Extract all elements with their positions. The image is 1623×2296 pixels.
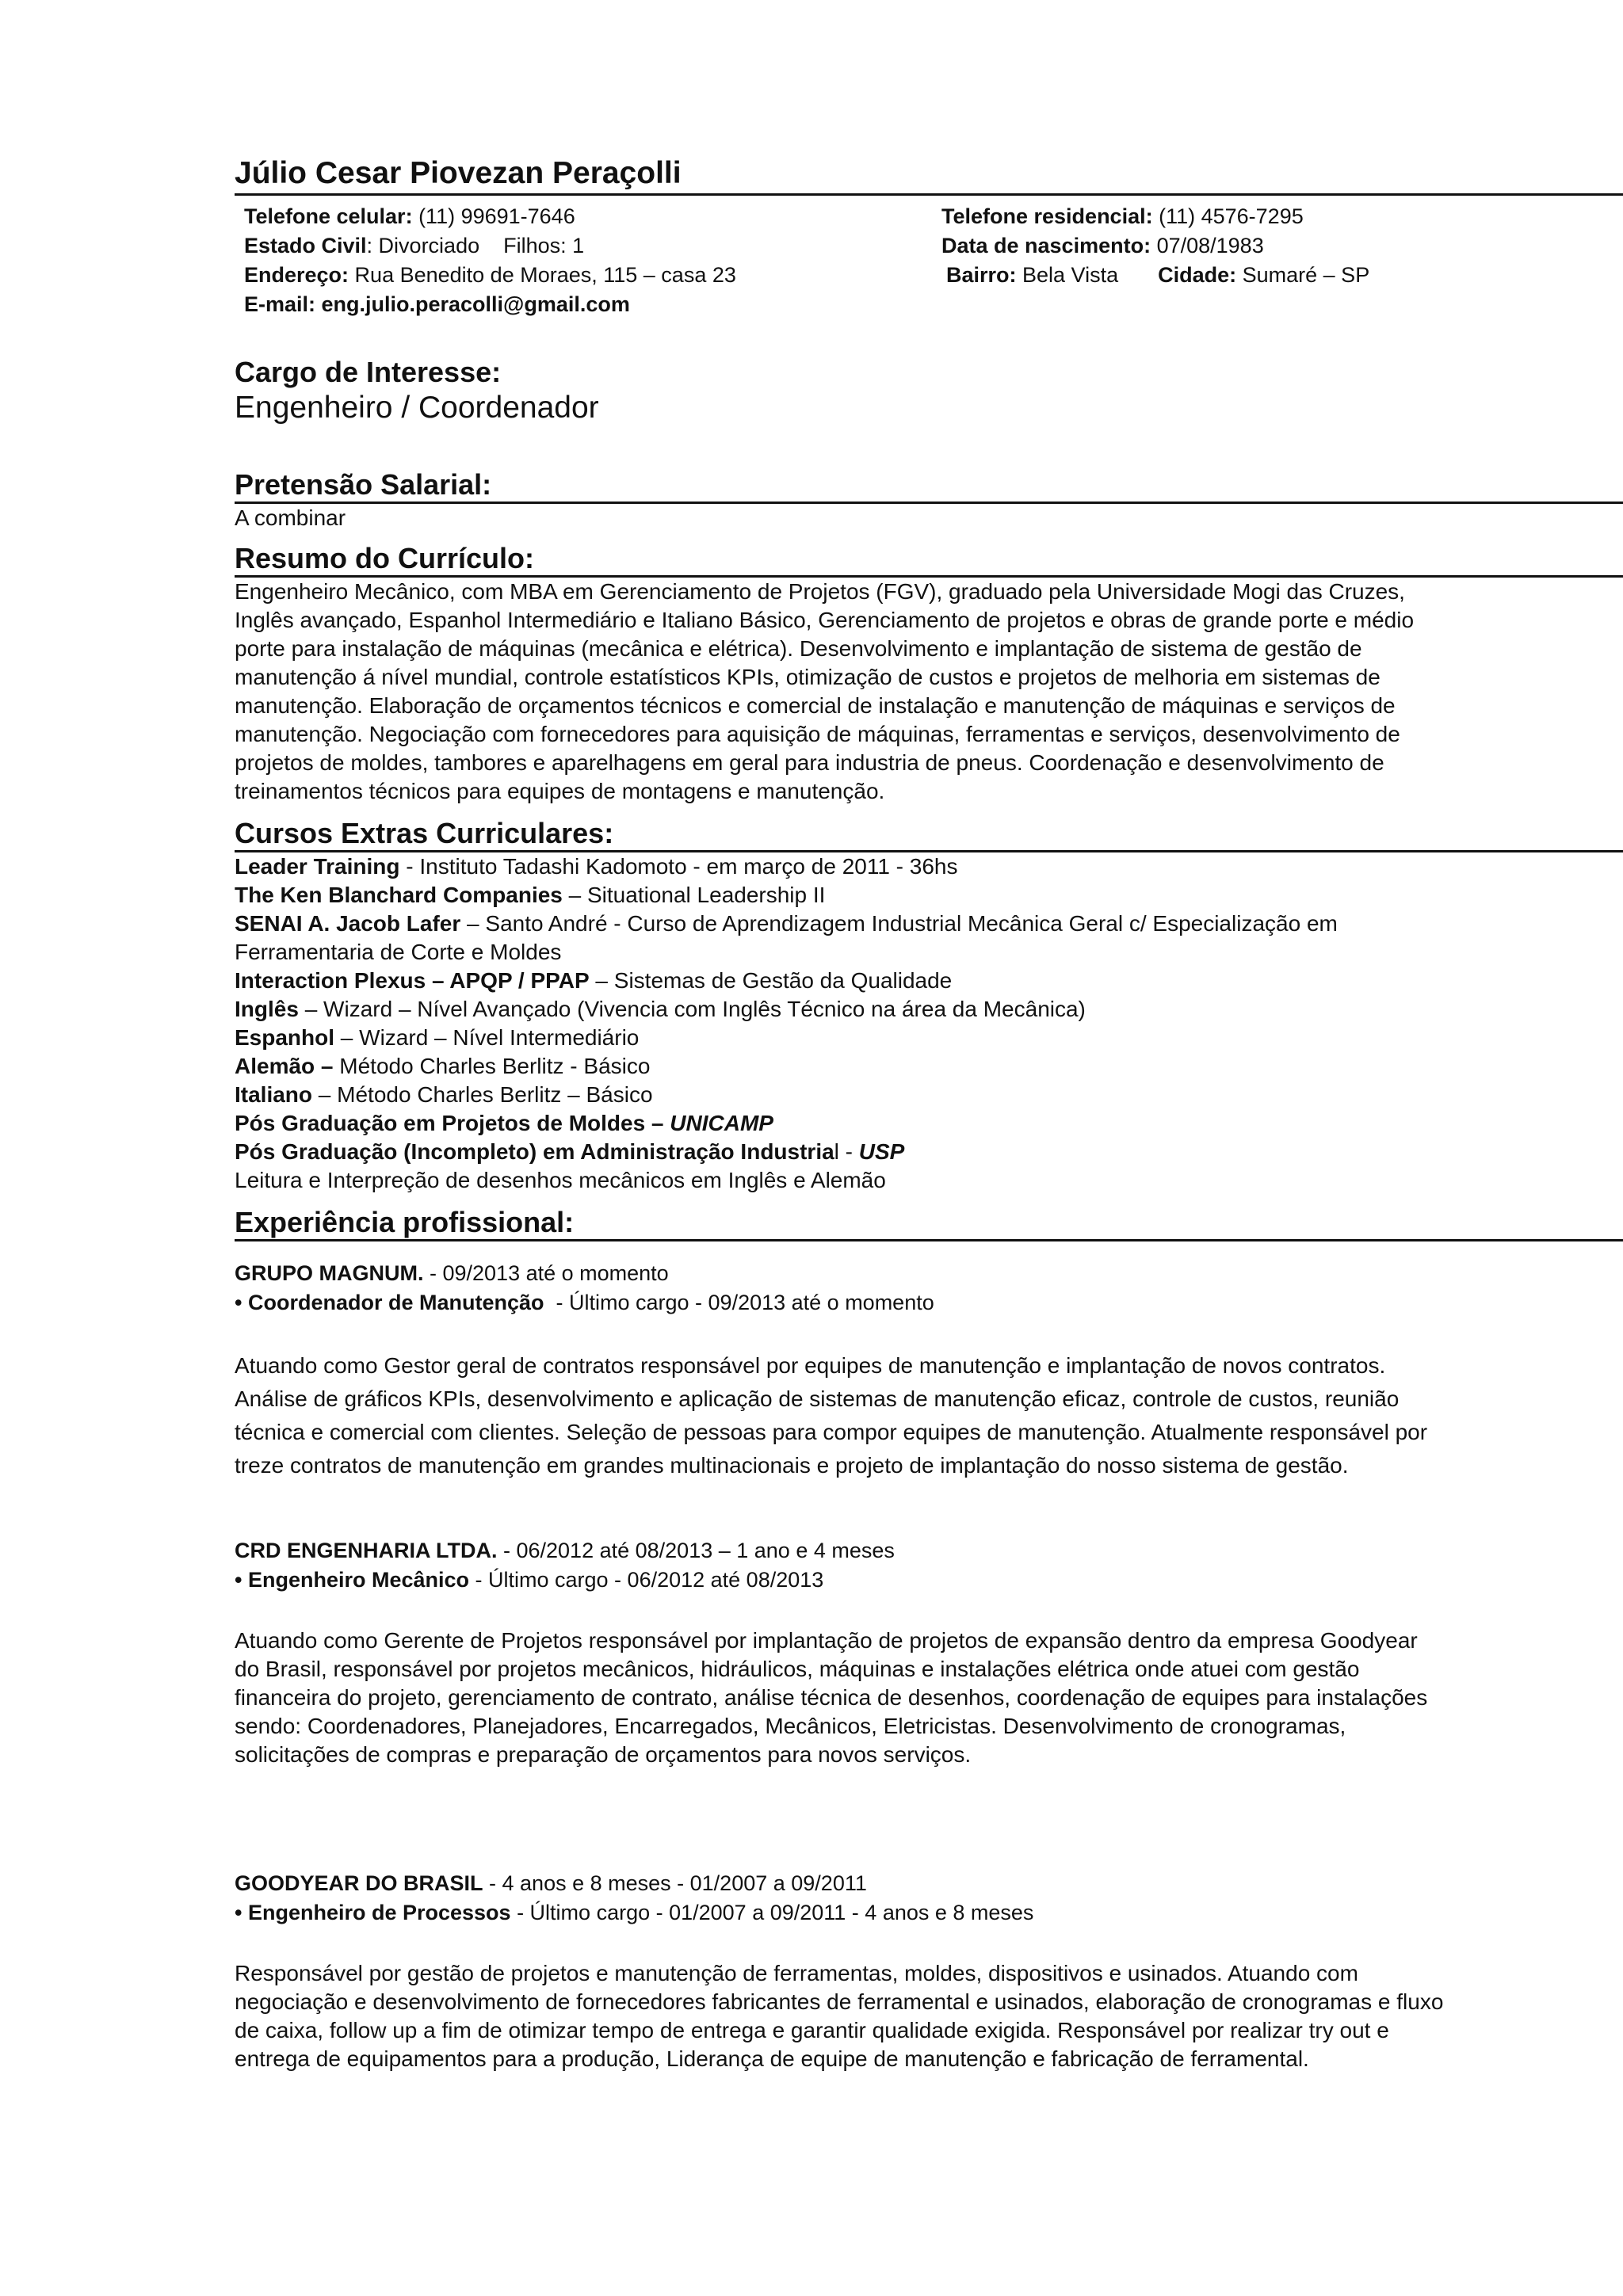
email: E-mail: eng.julio.peracolli@gmail.com: [244, 292, 630, 316]
summary-line: manutenção. Elaboração de orçamentos técnicos e comercial de instalação e manutenção de máquinas e serviços de: [235, 693, 1396, 718]
job-description: Atuando como Gestor geral de contratos responsável por equipes de manutenção e implantação de novos contratos. Análise de gráficos KPIs, desenvolvimento e aplicação de sistemas de manutenção eficaz, controle de custos, reunião técnica e comercial com clientes. Seleção de pessoas para compor equipes de manutenção. Atualmente responsável por treze contratos de manutenção em grandes multinacionais e projeto de implantação do nosso sistema de gestão.: [235, 1353, 1428, 1478]
birth-date-label: Data de nascimento:: [941, 234, 1151, 257]
summary-line: manutenção á nível mundial, controle estatísticos KPIs, otimização de custos e projetos de melhoria em sistemas de: [235, 665, 1381, 689]
civil-status-value: : Divorciado Filhos: 1: [366, 234, 585, 257]
job-description: Atuando como Gerente de Projetos responsável por implantação de projetos de expansão dentro da empresa Goodyear do Brasil, responsável por projetos mecânicos, hidráulicos, máquinas e instalações elétrica onde atuei com gestão financeira do projeto, gerenciamento de contrato, análise técnica de desenhos, coordenação de equipes para instalações sendo: Coordenadores, Planejadores, Encarregados, Mecânicos, Eletricistas. Desenvolvimento de cronogramas, solicitações de compras e preparação de orçamentos para novos serviços.: [235, 1628, 1428, 1767]
summary-line: treinamentos técnicos para equipes de montagens e manutenção.: [235, 779, 885, 803]
job-role: • Engenheiro Mecânico: [235, 1568, 470, 1592]
address-value: Rua Benedito de Moraes, 115 – casa 23: [349, 263, 736, 287]
course-item: Leitura e Interpreção de desenhos mecânicos em Inglês e Alemão: [235, 1168, 886, 1192]
job-company: GOODYEAR DO BRASIL: [235, 1871, 483, 1895]
job-role-period: - Último cargo - 01/2007 a 09/2011 - 4 anos e 8 meses: [510, 1901, 1034, 1924]
summary-line: Inglês avançado, Espanhol Intermediário e Italiano Básico, Gerenciamento de projetos e obras de grande porte e médio: [235, 608, 1415, 632]
course-item: Interaction Plexus – APQP / PPAP – Sistemas de Gestão da Qualidade: [235, 968, 953, 993]
contact-row-address: [244, 261, 1623, 290]
job-role: • Coordenador de Manutenção: [235, 1291, 544, 1314]
courses-list: [235, 852, 1623, 1195]
contact-block: [235, 202, 1623, 319]
birth-date-value: 07/08/1983: [1151, 234, 1264, 257]
district-value: Bela Vista: [1016, 263, 1119, 287]
mobile-label: Telefone celular:: [244, 204, 413, 228]
home-phone-value: (11) 4576-7295: [1152, 204, 1304, 228]
job-company: GRUPO MAGNUM.: [235, 1261, 424, 1285]
job-entry: [235, 1259, 1623, 1482]
summary-title: Resumo do Currículo:: [235, 542, 1623, 578]
salary-section: [235, 468, 1623, 532]
job-period: - 4 anos e 8 meses - 01/2007 a 09/2011: [483, 1871, 867, 1895]
city-label: Cidade:: [1158, 263, 1237, 287]
resume-content: [235, 155, 1623, 2073]
address-label: Endereço:: [244, 263, 349, 287]
job-period: - 09/2013 até o momento: [423, 1261, 669, 1285]
cargo-value: Engenheiro / Coordenador: [235, 391, 599, 425]
job-role: • Engenheiro de Processos: [235, 1901, 511, 1924]
summary-text: [235, 578, 1623, 806]
email-line: [244, 290, 1623, 319]
course-item: Pós Graduação em Projetos de Moldes – UNICAMP: [235, 1111, 773, 1135]
course-item: Leader Training - Instituto Tadashi Kadomoto - em março de 2011 - 36hs: [235, 854, 958, 879]
job-entry: [235, 1536, 1623, 1769]
summary-line: projetos de moldes, tambores e aparelhagens em geral para industria de pneus. Coordenação e desenvolvimento de: [235, 750, 1384, 775]
job-entry: [235, 1869, 1623, 2073]
experience-title: Experiência profissional:: [235, 1206, 1623, 1241]
course-item: Alemão – Método Charles Berlitz - Básico: [235, 1054, 651, 1078]
job-role-period: - Último cargo - 09/2013 até o momento: [544, 1291, 934, 1314]
civil-status-label: Estado Civil: [244, 234, 367, 257]
courses-section: [235, 817, 1623, 1195]
summary-line: porte para instalação de máquinas (mecânica e elétrica). Desenvolvimento e implantação de sistema de gestão de: [235, 636, 1362, 661]
contact-row-phones: [244, 202, 1623, 231]
district-label: Bairro:: [946, 263, 1017, 287]
summary-line: manutenção. Negociação com fornecedores para aquisição de máquinas, ferramentas e serviços, desenvolvimento de: [235, 722, 1400, 746]
candidate-name: Júlio Cesar Piovezan Peraçolli: [235, 155, 1623, 196]
salary-title: Pretensão Salarial:: [235, 468, 1623, 504]
course-item: Italiano – Método Charles Berlitz – Básico: [235, 1082, 653, 1107]
courses-title: Cursos Extras Curriculares:: [235, 817, 1623, 852]
home-phone-label: Telefone residencial:: [941, 204, 1153, 228]
course-item: Ferramentaria de Corte e Moldes: [235, 940, 562, 964]
summary-section: [235, 542, 1623, 806]
salary-value: A combinar: [235, 505, 346, 530]
course-item: Pós Graduação (Incompleto) em Administração Industrial - USP: [235, 1139, 905, 1164]
job-period: - 06/2012 até 08/2013 – 1 ano e 4 meses: [497, 1539, 895, 1562]
contact-row-civil: [244, 231, 1623, 261]
course-item: SENAI A. Jacob Lafer – Santo André - Curso de Aprendizagem Industrial Mecânica Geral c/ Especialização em: [235, 911, 1338, 936]
summary-line: Engenheiro Mecânico, com MBA em Gerenciamento de Projetos (FGV), graduado pela Universidade Mogi das Cruzes,: [235, 579, 1405, 604]
job-company: CRD ENGENHARIA LTDA.: [235, 1539, 498, 1562]
course-item: The Ken Blanchard Companies – Situational Leadership II: [235, 883, 826, 907]
job-description: Responsável por gestão de projetos e manutenção de ferramentas, moldes, dispositivos e usinados. Atuando com negociação e desenvolvimento de fornecedores fabricantes de ferramental e usinados, elaboração de cronogramas e fluxo de caixa, follow up a fim de otimizar tempo de entrega e garantir qualidade exigida. Responsável por realizar try out e entrega de equipamentos para a produção, Liderança de equipe de manutenção e fabricação de ferramental.: [235, 1961, 1444, 2071]
cargo-section: [235, 356, 1623, 427]
job-role-period: - Último cargo - 06/2012 até 08/2013: [469, 1568, 824, 1592]
course-item: Espanhol – Wizard – Nível Intermediário: [235, 1025, 640, 1050]
mobile-value: (11) 99691-7646: [412, 204, 575, 228]
cargo-title: Cargo de Interesse:: [235, 356, 502, 388]
city-value: Sumaré – SP: [1236, 263, 1370, 287]
experience-section: [235, 1206, 1623, 2073]
course-item: Inglês – Wizard – Nível Avançado (Vivencia com Inglês Técnico na área da Mecânica): [235, 997, 1086, 1021]
